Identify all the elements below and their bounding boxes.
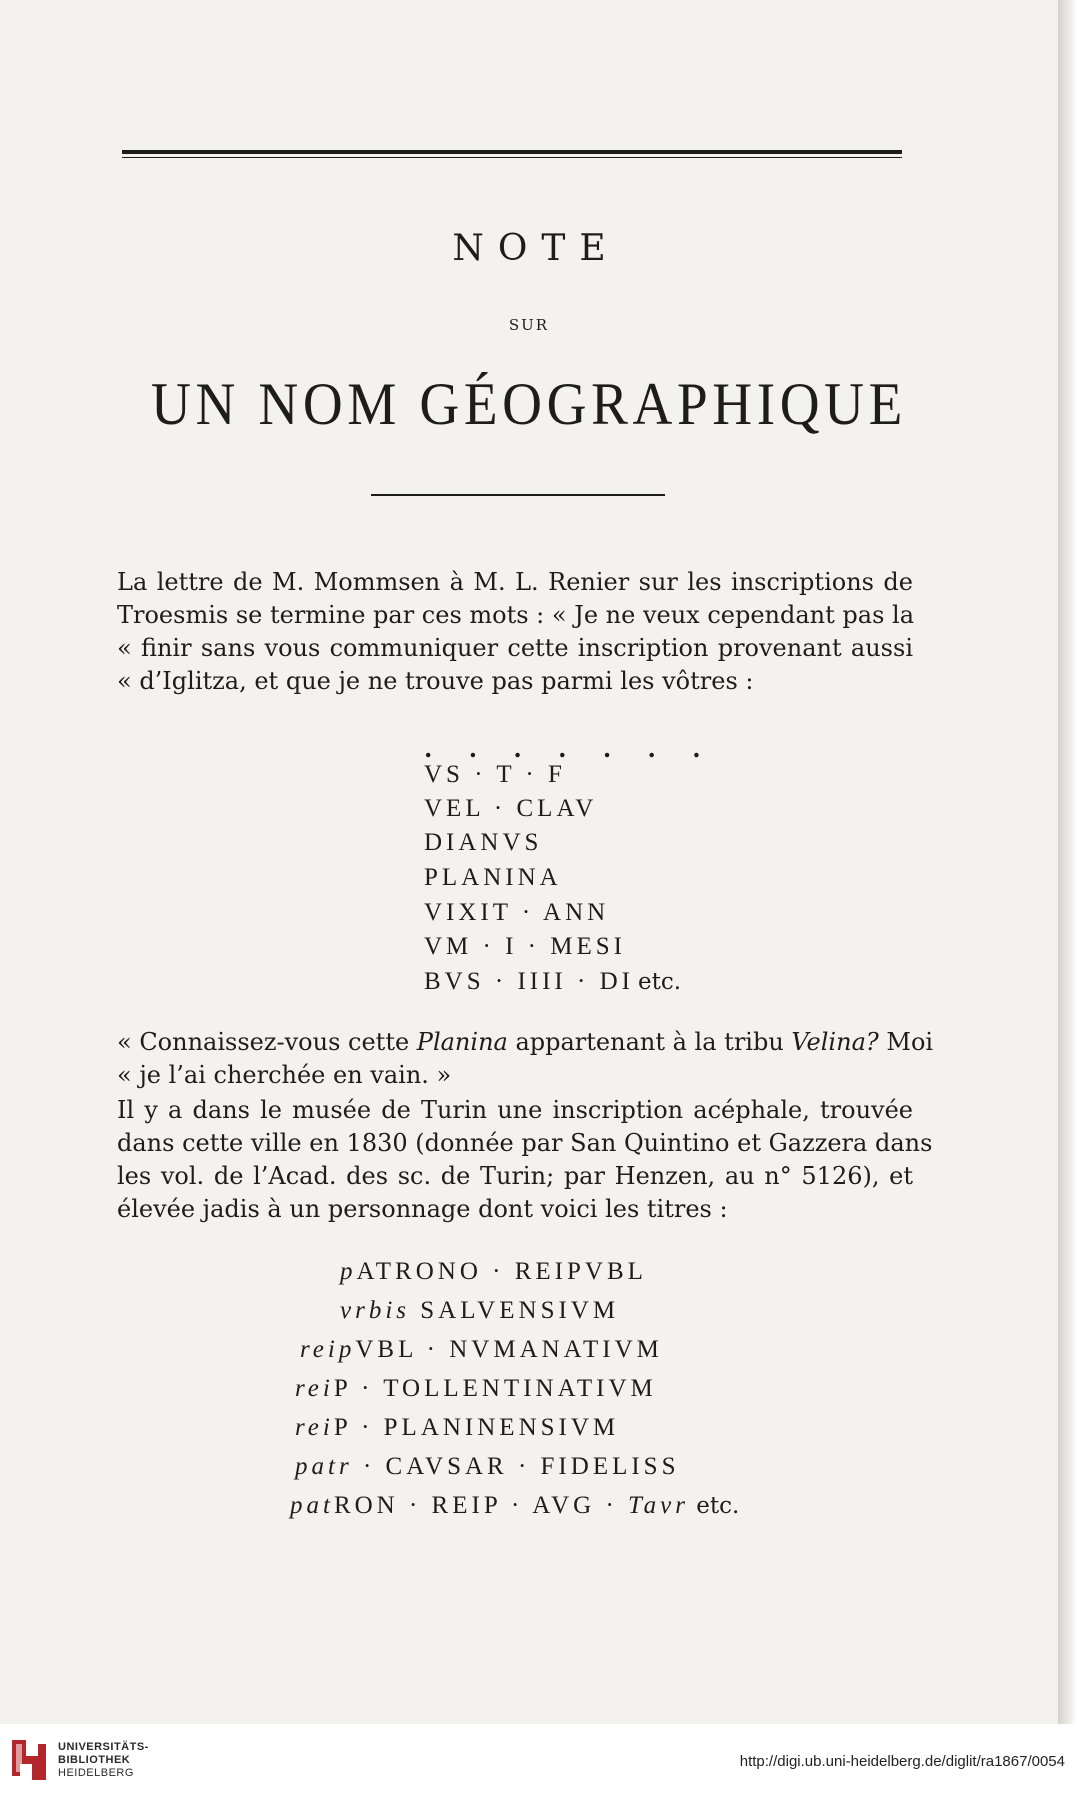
header-double-rule	[122, 150, 902, 158]
inscription-line	[295, 1372, 657, 1405]
inscription-line	[295, 1411, 619, 1444]
text-line: La lettre de M. Mommsen à M. L. Renier sur les inscriptions de	[117, 568, 913, 596]
inscription-line	[290, 1489, 739, 1523]
emphasis-planina: Planina	[416, 1028, 508, 1056]
title-rule	[371, 494, 665, 496]
logo-line: BIBLIOTHEK	[58, 1754, 131, 1766]
inscription-text: · CAVSAR · FIDELISS	[352, 1453, 680, 1480]
inscription-italic: patr	[295, 1453, 353, 1480]
paragraph-1	[117, 566, 913, 698]
page-title: UN NOM GÉOGRAPHIQUE	[151, 371, 907, 437]
source-url-link[interactable]: http://digi.ub.uni-heidelberg.de/diglit/ra1867/0054	[739, 1753, 1065, 1770]
library-seal-icon	[8, 1736, 50, 1784]
inscription-line: PLANINA	[424, 864, 562, 891]
inscription-line: VIXIT · ANN	[424, 899, 610, 926]
inscription-line: VS · T · F	[424, 761, 566, 788]
page-edge-shadow	[1058, 0, 1077, 1724]
inscription-italic: p	[340, 1258, 357, 1285]
text-line: « d’Iglitza, et que je ne trouve pas parmi les vôtres :	[117, 667, 754, 695]
text-run: « Connaissez-vous cette	[117, 1028, 417, 1056]
inscription-text: ATRONO · REIPVBL	[356, 1258, 647, 1285]
inscription-dots: . . . . . . .	[424, 734, 715, 763]
paragraph-3	[117, 1094, 933, 1226]
inscription-line	[340, 1255, 647, 1288]
text-line: les vol. de l’Acad. des sc. de Turin; par Henzen, au n° 5126), et	[117, 1162, 913, 1190]
title-note: NOTE	[452, 228, 620, 269]
text-line: « finir sans vous communiquer cette inscription provenant aussi	[117, 634, 913, 662]
inscription-italic: pat	[290, 1492, 334, 1519]
text-run: appartenant à la tribu	[507, 1028, 792, 1056]
inscription-text: RON · REIP · AVG ·	[333, 1492, 629, 1519]
inscription-text: SALVENSIVM	[410, 1297, 620, 1324]
inscription-line: DIANVS	[424, 829, 543, 856]
emphasis-velina: Velina?	[791, 1028, 879, 1056]
text-line: dans cette ville en 1830 (donnée par San Quintino et Gazzera dans	[117, 1129, 933, 1157]
inscription-line: VEL · CLAV	[424, 795, 598, 822]
text-run: Moi	[878, 1028, 934, 1056]
inscription-etc: etc.	[688, 1493, 740, 1519]
inscription-italic: Tavr	[628, 1492, 689, 1519]
inscription-line	[300, 1333, 663, 1366]
text-line: Troesmis se termine par ces mots : « Je ne veux cependant pas la	[117, 601, 915, 629]
inscription-text: BVS · IIII · DI	[424, 968, 634, 995]
inscription-line	[295, 1450, 680, 1483]
inscription-line: VM · I · MESI	[424, 933, 626, 960]
title-sur: SUR	[508, 316, 550, 334]
text-line: Il y a dans le musée de Turin une inscription acéphale, trouvée	[117, 1096, 913, 1124]
footer-bar	[0, 1724, 1077, 1799]
paragraph-2	[117, 1026, 934, 1092]
inscription-italic: rei	[295, 1375, 334, 1402]
inscription-italic: rei	[295, 1414, 334, 1441]
text-line: « je l’ai cherchée en vain. »	[117, 1061, 452, 1089]
inscription-text: P · TOLLENTINATIVM	[333, 1375, 657, 1402]
text-line: élevée jadis à un personnage dont voici les titres :	[117, 1195, 728, 1223]
inscription-etc: etc.	[637, 969, 682, 995]
inscription-line	[424, 965, 681, 999]
logo-line: HEIDELBERG	[58, 1767, 134, 1779]
text-line	[117, 1026, 934, 1059]
logo-line: UNIVERSITÄTS-	[58, 1741, 149, 1753]
library-logo-text[interactable]	[58, 1741, 149, 1780]
inscription-text: VBL · NVMANATIVM	[355, 1336, 663, 1363]
inscription-italic: vrbis	[340, 1297, 410, 1324]
inscription-italic: reip	[300, 1336, 356, 1363]
inscription-line	[340, 1294, 619, 1327]
inscription-text: P · PLANINENSIVM	[333, 1414, 620, 1441]
